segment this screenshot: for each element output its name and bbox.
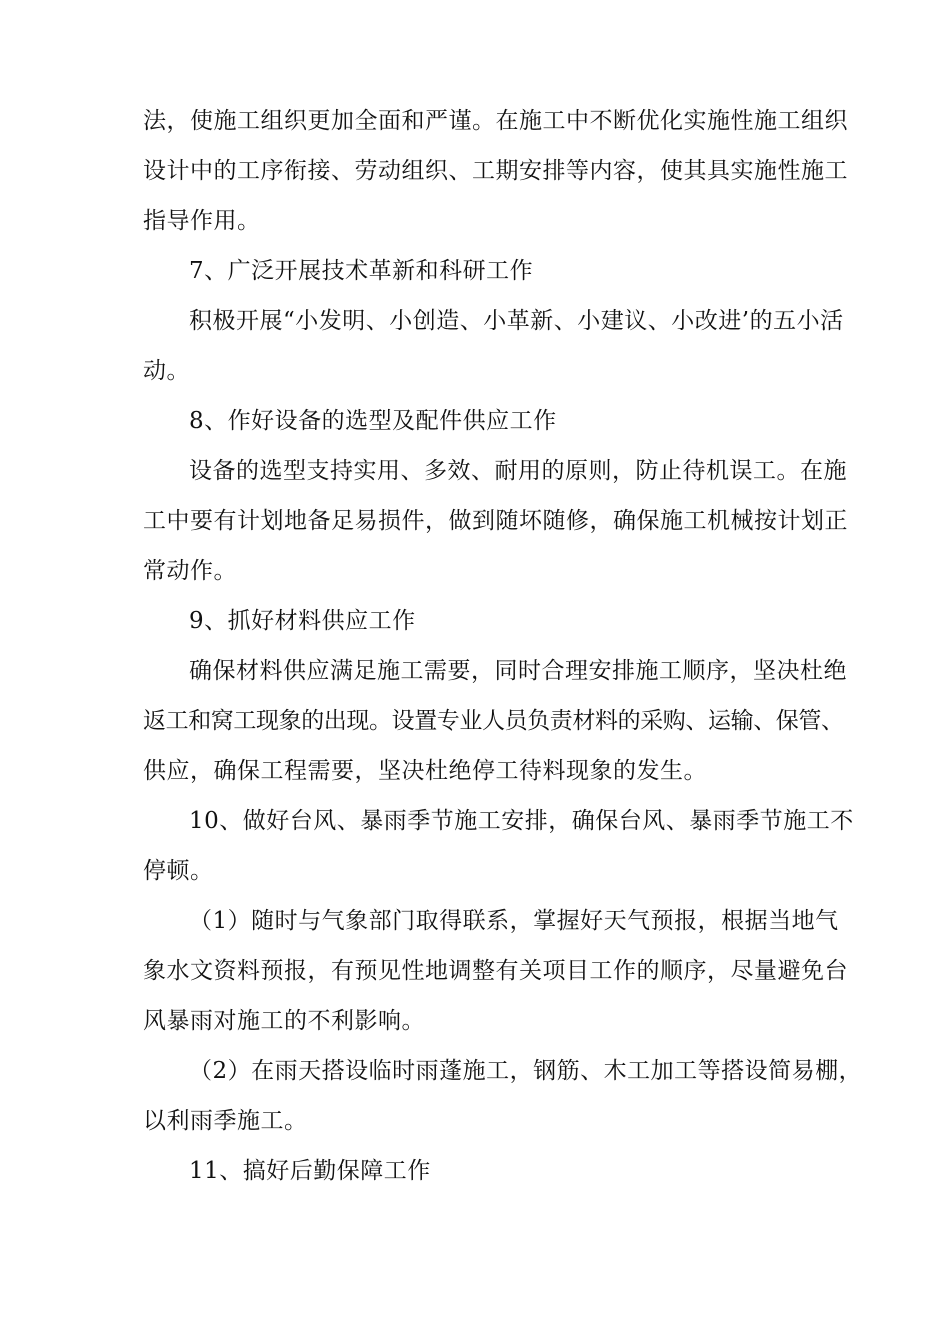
paragraph-line: （2）在雨天搭设临时雨蓬施工，钢筋、木工加工等搭设简易棚，: [189, 1058, 863, 1084]
paragraph-line: 风暴雨对施工的不利影响。: [143, 1008, 425, 1034]
paragraph-line: 确保材料供应满足施工需要，同时合理安排施工顺序，坚决杜绝: [189, 658, 847, 684]
paragraph-line: （1）随时与气象部门取得联系，掌握好天气预报，根据当地气: [189, 908, 839, 934]
paragraph-line: 设备的选型支持实用、多效、耐用的原则，防止待机误工。在施: [189, 458, 847, 484]
paragraph-line: 法，使施工组织更加全面和严谨。在施工中不断优化实施性施工组织: [143, 108, 848, 134]
section-heading: 11、搞好后勤保障工作: [189, 1158, 431, 1184]
paragraph-line: 动。: [143, 358, 190, 384]
section-heading: 9、抓好材料供应工作: [189, 608, 416, 634]
paragraph-line: 积极开展“小发明、小创造、小革新、小建议、小改进’的五小活: [189, 308, 844, 334]
paragraph-line: 以利雨季施工。: [143, 1108, 308, 1134]
paragraph-line: 供应，确保工程需要，坚决杜绝停工待料现象的发生。: [143, 758, 707, 784]
paragraph-line: 象水文资料预报，有预见性地调整有关项目工作的顺序，尽量避免台: [143, 958, 848, 984]
section-heading: 7、广泛开展技术革新和科研工作: [189, 258, 534, 284]
section-heading: 10、做好台风、暴雨季节施工安排，确保台风、暴雨季节施工不: [189, 808, 854, 834]
section-heading: 8、作好设备的选型及配件供应工作: [189, 408, 557, 434]
paragraph-line: 返工和窝工现象的出现。设置专业人员负责材料的采购、运输、保管、: [143, 708, 844, 734]
paragraph-line: 设计中的工序衔接、劳动组织、工期安排等内容，使其具实施性施工: [143, 158, 848, 184]
paragraph-line: 停顿。: [143, 858, 214, 884]
paragraph-line: 工中要有计划地备足易损件，做到随坏随修，确保施工机械按计划正: [143, 508, 848, 534]
paragraph-line: 常动作。: [143, 558, 237, 584]
paragraph-line: 指导作用。: [143, 208, 261, 234]
